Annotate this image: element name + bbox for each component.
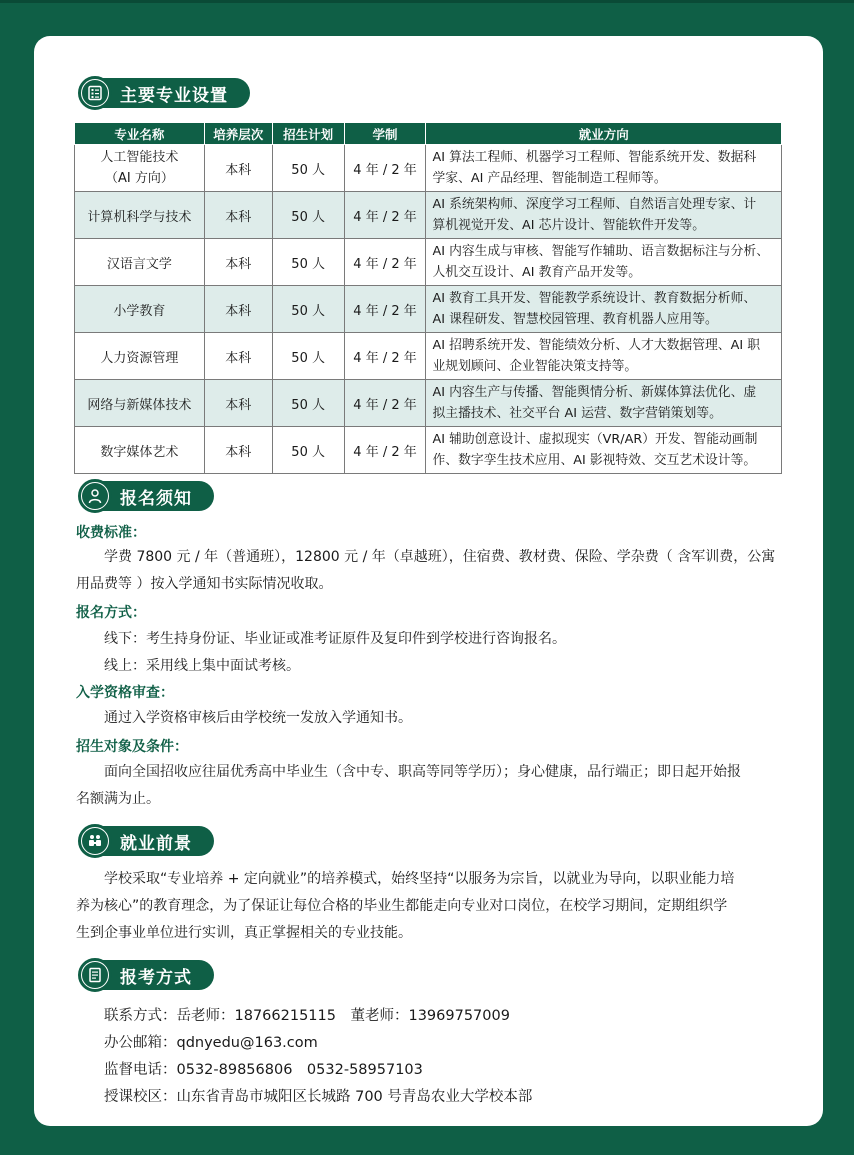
major-name: 人力资源管理 xyxy=(75,333,205,380)
major-duration: 4 年 / 2 年 xyxy=(344,333,426,380)
major-direction xyxy=(426,239,782,286)
fee-text xyxy=(76,544,788,598)
employment-line2: 养为核心”的教育理念，为了保证让每位合格的毕业生都能走向专业对口岗位，在校学习期间，定期组织学 xyxy=(76,898,728,914)
major-level: 本科 xyxy=(204,333,272,380)
section-title-pill xyxy=(102,826,214,856)
major-direction xyxy=(426,192,782,239)
method-online: 线上：采用线上集中面试考核。 xyxy=(104,658,300,674)
contact-phone: 联系方式：岳老师：18766215115 董老师：13969757009 xyxy=(104,1008,510,1024)
section-title-contact: 报考方式 xyxy=(120,967,192,988)
direction-line2: 算机视觉开发、AI 芯片设计、智能软件开发等。 xyxy=(432,218,706,233)
content-card xyxy=(34,36,823,1126)
method-label: 报名方式： xyxy=(76,605,146,621)
major-plan: 50 人 xyxy=(272,239,344,286)
fee-label: 收费标准： xyxy=(76,525,146,541)
major-level: 本科 xyxy=(204,145,272,192)
table-row xyxy=(75,427,782,474)
major-name: 数字媒体艺术 xyxy=(75,427,205,474)
review-label: 入学资格审查： xyxy=(76,685,174,701)
direction-line1: AI 辅助创意设计、虚拟现实（VR/AR）开发、智能动画制 xyxy=(432,432,758,447)
document-icon xyxy=(78,958,112,992)
col-header-duration: 学制 xyxy=(344,123,426,145)
major-duration: 4 年 / 2 年 xyxy=(344,286,426,333)
major-plan: 50 人 xyxy=(272,286,344,333)
major-plan: 50 人 xyxy=(272,145,344,192)
list-icon xyxy=(78,76,112,110)
table-header-row xyxy=(75,123,782,145)
col-header-level: 培养层次 xyxy=(204,123,272,145)
direction-line1: AI 内容生成与审核、智能写作辅助、语言数据标注与分析、 xyxy=(432,244,769,259)
major-name: 网络与新媒体技术 xyxy=(75,380,205,427)
review-text: 通过入学资格审核后由学校统一发放入学通知书。 xyxy=(104,710,412,726)
contact-email: 办公邮箱：qdnyedu@163.com xyxy=(104,1035,318,1051)
section-header-majors xyxy=(78,76,250,110)
direction-line1: AI 系统架构师、深度学习工程师、自然语言处理专家、计 xyxy=(432,197,757,212)
employment-line1: 学校采取“专业培养 + 定向就业”的培养模式，始终坚持“以服务为宗旨，以就业为导向，以职业能力培 xyxy=(104,871,735,887)
major-duration: 4 年 / 2 年 xyxy=(344,427,426,474)
table-row xyxy=(75,239,782,286)
direction-line2: AI 课程研发、智慧校园管理、教育机器人应用等。 xyxy=(432,312,718,327)
direction-line2: 学家、AI 产品经理、智能制造工程师等。 xyxy=(432,171,667,186)
target-label: 招生对象及条件： xyxy=(76,739,188,755)
direction-line2: 拟主播技术、社交平台 AI 运营、数字营销策划等。 xyxy=(432,406,722,421)
major-plan: 50 人 xyxy=(272,380,344,427)
col-header-name: 专业名称 xyxy=(75,123,205,145)
direction-line2: 作、数字孪生技术应用、AI 影视特效、交互艺术设计等。 xyxy=(432,453,757,468)
section-title-registration: 报名须知 xyxy=(120,488,192,509)
employment-text xyxy=(76,866,788,947)
majors-table xyxy=(74,122,782,474)
user-icon xyxy=(78,479,112,513)
section-header-contact xyxy=(78,958,214,992)
direction-line1: AI 招聘系统开发、智能绩效分析、人才大数据管理、AI 职 xyxy=(432,338,760,353)
target-line2: 名额满为止。 xyxy=(76,791,160,807)
major-direction xyxy=(426,380,782,427)
direction-line1: AI 算法工程师、机器学习工程师、智能系统开发、数据科 xyxy=(432,150,757,165)
method-offline: 线下：考生持身份证、毕业证或准考证原件及复印件到学校进行咨询报名。 xyxy=(104,631,566,647)
table-row xyxy=(75,286,782,333)
table-row xyxy=(75,380,782,427)
section-title-pill xyxy=(102,481,214,511)
section-title-pill xyxy=(102,78,250,108)
major-duration: 4 年 / 2 年 xyxy=(344,239,426,286)
employment-line3: 生到企事业单位进行实训，真正掌握相关的专业技能。 xyxy=(76,925,412,941)
major-name: 计算机科学与技术 xyxy=(75,192,205,239)
major-name xyxy=(75,145,205,192)
major-name: 小学教育 xyxy=(75,286,205,333)
major-level: 本科 xyxy=(204,427,272,474)
major-direction xyxy=(426,145,782,192)
direction-line1: AI 教育工具开发、智能教学系统设计、教育数据分析师、 xyxy=(432,291,757,306)
col-header-direction: 就业方向 xyxy=(426,123,782,145)
major-duration: 4 年 / 2 年 xyxy=(344,192,426,239)
table-row xyxy=(75,333,782,380)
table-row xyxy=(75,192,782,239)
direction-line1: AI 内容生产与传播、智能舆情分析、新媒体算法优化、虚 xyxy=(432,385,757,400)
direction-line2: 人机交互设计、AI 教育产品开发等。 xyxy=(432,265,642,280)
major-duration: 4 年 / 2 年 xyxy=(344,380,426,427)
major-plan: 50 人 xyxy=(272,427,344,474)
contact-campus: 授课校区：山东省青岛市城阳区长城路 700 号青岛农业大学校本部 xyxy=(104,1089,533,1105)
table-row xyxy=(75,145,782,192)
fee-line2: 用品费等 ）按入学通知书实际情况收取。 xyxy=(76,576,333,592)
contact-supervision: 监督电话：0532-89856806 0532-58957103 xyxy=(104,1062,423,1078)
fee-line1: 学费 7800 元 / 年（普通班），12800 元 / 年（卓越班），住宿费、教材费、保险、学杂费（ 含军训费，公寓 xyxy=(104,549,776,565)
target-line1: 面向全国招收应往届优秀高中毕业生（含中专、职高等同等学历）；身心健康，品行端正；即日起开始报 xyxy=(104,764,741,780)
major-direction xyxy=(426,427,782,474)
section-title-employment: 就业前景 xyxy=(120,833,192,854)
major-level: 本科 xyxy=(204,286,272,333)
direction-line2: 业规划顾问、企业智能决策支持等。 xyxy=(432,359,638,374)
major-level: 本科 xyxy=(204,380,272,427)
major-level: 本科 xyxy=(204,192,272,239)
col-header-plan: 招生计划 xyxy=(272,123,344,145)
major-direction xyxy=(426,286,782,333)
major-name: 汉语言文学 xyxy=(75,239,205,286)
top-border xyxy=(0,0,854,3)
major-name-line2: （AI 方向） xyxy=(104,171,174,186)
major-name-line1: 人工智能技术 xyxy=(100,150,179,165)
section-header-employment xyxy=(78,824,214,858)
section-title-majors: 主要专业设置 xyxy=(120,85,228,106)
major-direction xyxy=(426,333,782,380)
handshake-icon xyxy=(78,824,112,858)
section-header-registration xyxy=(78,479,214,513)
major-plan: 50 人 xyxy=(272,192,344,239)
target-text xyxy=(76,759,788,813)
major-duration: 4 年 / 2 年 xyxy=(344,145,426,192)
major-plan: 50 人 xyxy=(272,333,344,380)
section-title-pill xyxy=(102,960,214,990)
major-level: 本科 xyxy=(204,239,272,286)
